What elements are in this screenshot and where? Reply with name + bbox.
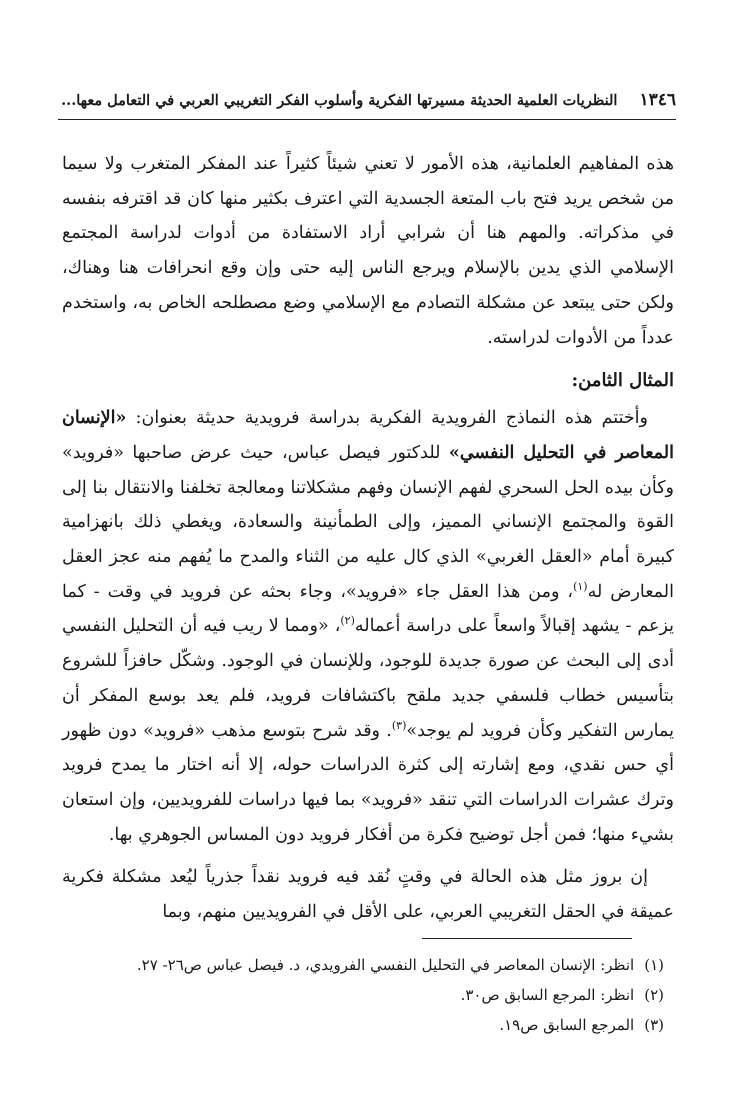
footnote-divider [422,938,632,939]
footnote-ref-1[interactable]: (١) [573,579,588,593]
footnote-3 [62,1010,664,1040]
running-header [58,86,676,114]
p2-part-e: . وقد شرح بتوسع مذهب «فرويد» دون ظهور أي حس نقدي، ومع إشارته إلى كثرة الدراسات حوله، إلا أنه اختار ما يمدح فرويد وترك عشرات الدراسات التي تنقد «فرويد» بما فيها دراسات للفرويديين، وإن استعان بشيء منها؛ فمن أجل توضيح فكرة من أفكار فرويد دون المساس الجوهري بها. [62,720,674,845]
header-divider [58,119,676,120]
body-text [62,147,674,930]
footnotes [62,950,664,1040]
footnote-number: (١) [644,956,664,974]
footnote-text: انظر: الإنسان المعاصر في التحليل النفسي الفرويدي، د. فيصل عباس ص٢٦- ٢٧. [136,956,635,974]
section-heading: المثال الثامن: [571,370,674,392]
paragraph-gap [62,852,674,860]
footnote-number: (٢) [644,986,664,1004]
header-title: النظريات العلمية الحديثة مسيرتها الفكرية وأسلوب الفكر التغريبي العربي في التعامل معها... [61,91,618,109]
footnote-1 [62,950,664,980]
footnote-text: المرجع السابق ص١٩. [499,1016,635,1034]
p2-part-a: وأختتم هذه النماذج الفرويدية الفكرية بدراسة فرويدية حديثة بعنوان: [135,408,648,429]
footnote-ref-2[interactable]: (٢) [340,614,355,628]
footnote-number: (٣) [644,1016,664,1034]
paragraph-3: إن بروز مثل هذه الحالة في وقتٍ نُقد فيه فرويد نقداً جذرياً ليُعد مشكلة فكرية عميقة في الحقل التغريبي العربي، على الأقل في الفرويديين منهم، وبما [62,867,674,923]
page-number: ١٣٤٦ [639,90,676,110]
paragraph-1: هذه المفاهيم العلمانية، هذه الأمور لا تعني شيئاً كثيراً عند المفكر المتغرب ولا سيما من شخص يريد فتح باب المتعة الجسدية التي اعترف بكثير منها كان قد اقترفه بنفسه في مذكراته. والمهم هنا أن شرابي أراد الاستفادة من أدوات لدراسة المجتمع الإسلامي الذي يدين بالإسلام ويرجع الناس إليه حتى وإن وقع انحرافات هنا وهناك، ولكن حتى يبتعد عن مشكلة التصادم مع الإسلامي وضع مصطلحه الخاص به، واستخدم عدداً من الأدوات لدراسته. [62,154,674,348]
footnote-text: انظر: المرجع السابق ص٣٠. [460,986,635,1004]
footnote-ref-3[interactable]: (٣) [391,718,407,732]
paragraph-2 [62,401,674,852]
p2-part-c: ، ومن هذا العقل جاء «فرويد»، وجاء بحثه عن فرويد في وقت - كما يزعم - يشهد إقبالاً واسعاً على دراسة أعماله [62,581,674,637]
p2-part-b: للدكتور فيصل عباس، حيث عرض صاحبها «فرويد» وكأن بيده الحل السحري لفهم الإنسان وفهم مشكلاتنا ومعالجة تخلفنا والانتقال بنا إلى القوة والمجتمع الإنساني المميز، وإلى الطمأنينة والسعادة، ويغطي ذلك بانهزامية كبيرة أمام «العقل الغربي» الذي كال عليه من الثناء والمدح ما يُفهم منه عجز العقل المعارض له [62,442,674,602]
p2-part-d: ، «ومما لا ريب فيه أن التحليل النفسي أدى إلى البحث عن صورة جديدة للوجود، وللإنسان في الوجود. وشكّل حافزاً للشروع بتأسيس خطاب فلسفي جديد ملقح باكتشافات فرويد، فلم يعد بوسع المفكر أن يمارس التفكير وكأن فرويد لم يوجد» [62,616,674,741]
footnote-2 [62,980,664,1010]
book-title: «الإنسان المعاصر في التحليل النفسي» [62,408,674,463]
